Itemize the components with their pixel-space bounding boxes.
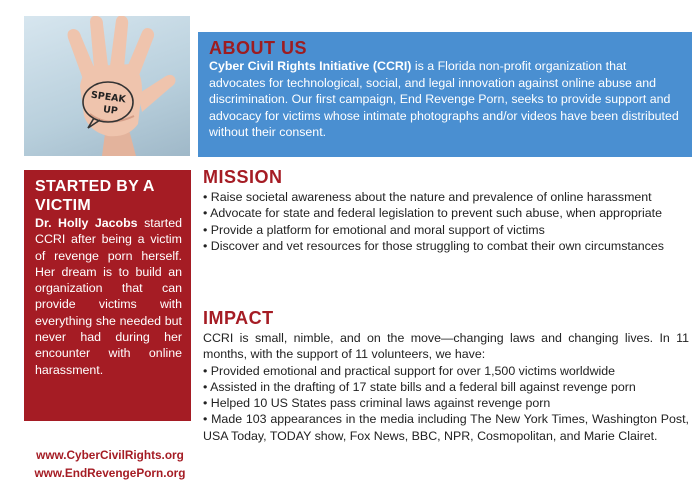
mission-item: • Discover and vet resources for those struggling to combat their own circumstances — [203, 238, 664, 253]
mission-section — [203, 167, 689, 254]
victim-heading: STARTED BY A VICTIM — [35, 178, 155, 214]
victim-body: started CCRI after being a victim of revenge porn herself. Her dream is to build an organization that can provide victims with everything she needed but never had during her encounter with online harassment. — [35, 216, 182, 377]
mission-item: • Provide a platform for emotional and moral support of victims — [203, 222, 545, 237]
sign-text-line2: UP — [102, 104, 119, 117]
raised-hand-icon — [24, 16, 190, 156]
impact-item: • Assisted in the drafting of 17 state bills and a federal bill against revenge porn — [203, 379, 636, 394]
impact-intro: CCRI is small, nimble, and on the move—changing laws and changing lives. In 11 months, with the support of 11 volunteers, we have: — [203, 331, 689, 362]
impact-heading: IMPACT — [203, 308, 274, 328]
victim-text — [35, 215, 182, 378]
website-links — [20, 446, 200, 482]
speak-up-photo — [24, 16, 190, 156]
mission-item: • Advocate for state and federal legislation to prevent such abuse, when appropriate — [203, 206, 662, 221]
impact-item: • Made 103 appearances in the media including The New York Times, Washington Post, USA Today, TODAY show, Fox News, BBC, NPR, Cosmopolitan, and Marie Clairet. — [203, 412, 689, 443]
org-name: Cyber Civil Rights Initiative (CCRI) — [209, 59, 412, 73]
mission-heading: MISSION — [203, 167, 283, 187]
impact-item: • Provided emotional and practical support for over 1,500 victims worldwide — [203, 363, 616, 378]
mission-item: • Raise societal awareness about the nature and prevalence of online harassment — [203, 190, 652, 204]
impact-item: • Helped 10 US States pass criminal laws against revenge porn — [203, 396, 551, 411]
about-text — [209, 58, 682, 141]
founder-name: Dr. Holly Jacobs — [35, 216, 138, 230]
about-heading: ABOUT US — [209, 38, 307, 58]
link-endrevengeporn[interactable]: www.EndRevengePorn.org — [34, 466, 186, 480]
sign-text-line1: SPEAK — [90, 89, 127, 106]
started-by-victim-panel — [24, 170, 191, 421]
impact-section — [203, 308, 689, 444]
about-body: is a Florida non-profit organization that advocates for technological, social, and legal innovation against online abuse and discrimination. Our first campaign, End Revenge Porn, seeks to provide support and advocacy for victims whose intimate photographs and/or videos have been distributed without their consent. — [209, 59, 679, 139]
link-cybercivilrights[interactable]: www.CyberCivilRights.org — [36, 448, 184, 462]
about-us-panel — [198, 32, 692, 157]
